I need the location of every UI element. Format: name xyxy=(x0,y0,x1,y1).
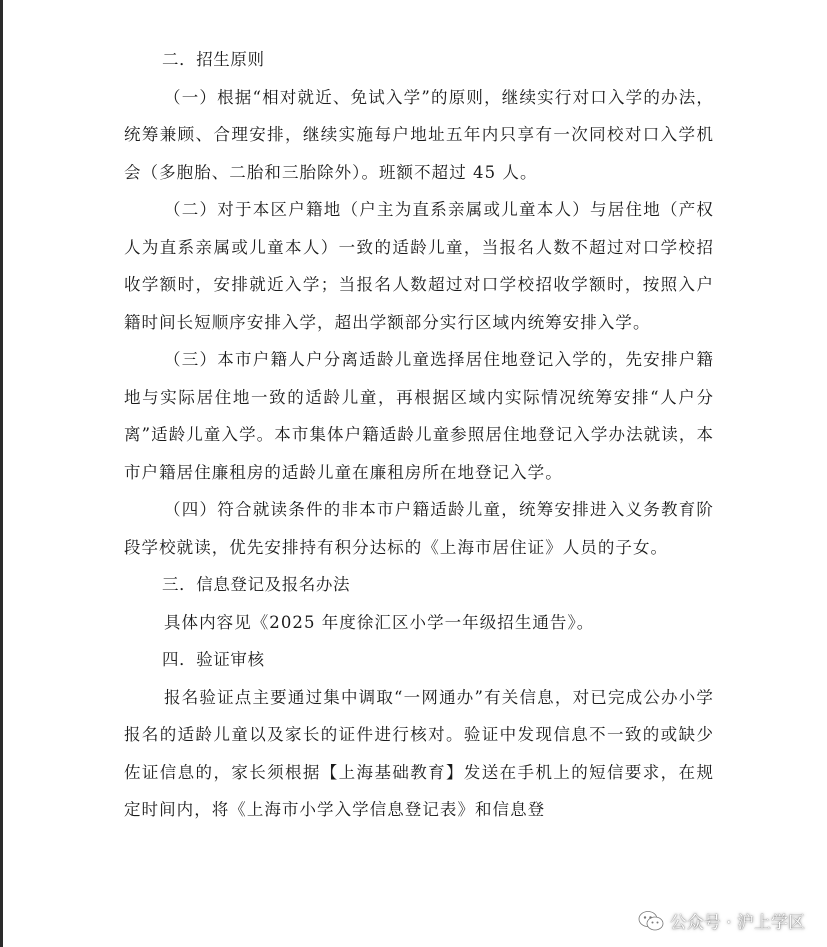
section-heading-registration: 三．信息登记及报名办法 xyxy=(162,575,351,594)
paragraph-registration-details: 具体内容见《2025 年度徐汇区小学一年级招生通告》。 xyxy=(164,612,595,632)
section-heading-verification: 四．验证审核 xyxy=(162,650,265,669)
page-edge xyxy=(0,0,3,947)
paragraph-principle-1: （一）根据“相对就近、免试入学”的原则，继续实行对口入学的办法，统筹兼顾、合理安排，继续实施每户地址五年内只享有一次同校对口入学机会（多胞胎、二胎和三胎除外）。班额不超过 45 人。 xyxy=(124,87,714,182)
document-body xyxy=(124,41,714,829)
section-heading-admission-principles: 二．招生原则 xyxy=(162,50,265,69)
paragraph-verification: 报名验证点主要通过集中调取“一网通办”有关信息，对已完成公办小学报名的适龄儿童以及家长的证件进行核对。验证中发现信息不一致的或缺少佐证信息的，家长须根据【上海基础教育】发送在手机上的短信要求，在规定时间内，将《上海市小学入学信息登记表》和信息登 xyxy=(124,687,714,819)
paragraph-principle-4: （四）符合就读条件的非本市户籍适龄儿童，统筹安排进入义务教育阶段学校就读，优先安排持有积分达标的《上海市居住证》人员的子女。 xyxy=(124,500,714,557)
paragraph-principle-2: （二）对于本区户籍地（户主为直系亲属或儿童本人）与居住地（产权人为直系亲属或儿童本人）一致的适龄儿童，当报名人数不超过对口学校招收学额时，安排就近入学；当报名人数超过对口学校招收学额时，按照入户籍时间长短顺序安排入学，超出学额部分实行区域内统筹安排入学。 xyxy=(124,200,714,332)
wechat-watermark xyxy=(638,908,805,933)
paragraph-principle-3: （三）本市户籍人户分离适龄儿童选择居住地登记入学的，先安排户籍地与实际居住地一致的适龄儿童，再根据区域内实际情况统筹安排“人户分离”适龄儿童入学。本市集体户籍适龄儿童参照居住地登记入学办法就读，本市户籍居住廉租房的适龄儿童在廉租房所在地登记入学。 xyxy=(124,350,714,482)
watermark-text: 公众号 · 沪上学区 xyxy=(669,913,805,933)
wechat-icon xyxy=(638,910,664,932)
